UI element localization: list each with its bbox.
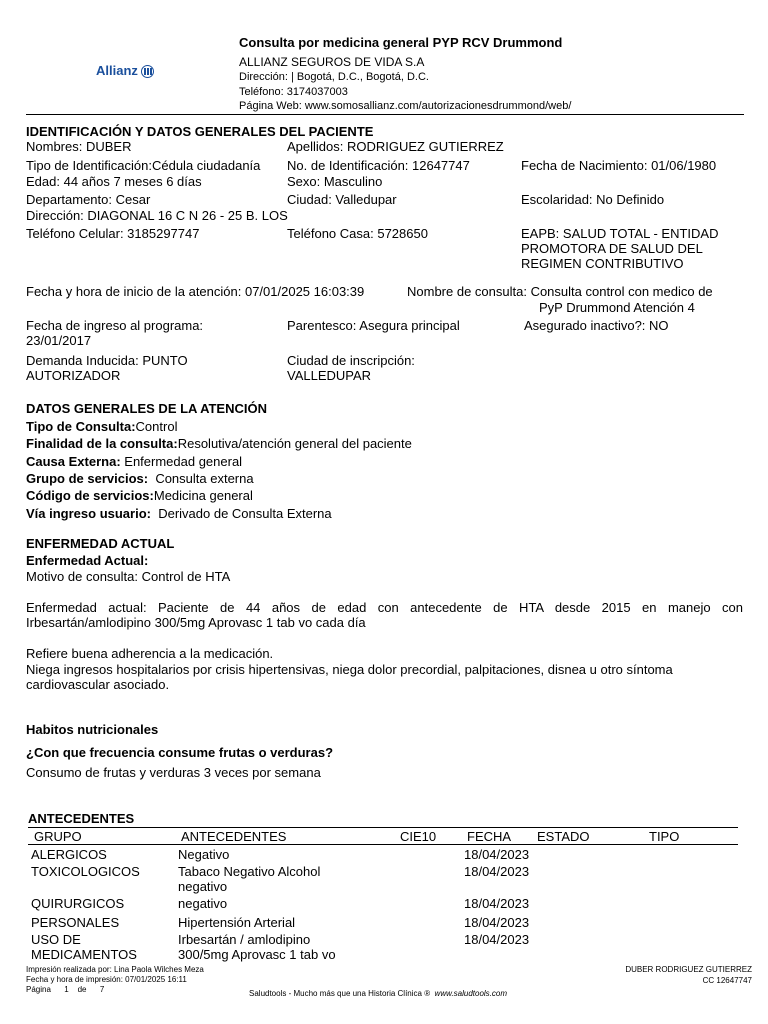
table-cell-date: 18/04/2023 [464, 847, 530, 862]
attention-start: Fecha y hora de inicio de la atención: 07/01/2025 16:03:39 [26, 284, 365, 299]
general-section-title: DATOS GENERALES DE LA ATENCIÓN [26, 401, 267, 416]
table-cell-antecedent: Irbesartán / amlodipino 300/5mg Aprovasc 1 tab vo [178, 932, 336, 962]
table-cell-date: 18/04/2023 [464, 864, 530, 879]
table-cell-group: PERSONALES [31, 915, 120, 930]
city: Ciudad: Valledupar [287, 192, 397, 207]
general-row: Causa Externa: Enfermedad general [26, 454, 243, 469]
col-header-group: GRUPO [34, 829, 82, 844]
footer-brand: Saludtools - Mucho más que una Historia Clínica ® www.saludtools.com [249, 989, 508, 998]
table-cell-group: QUIRURGICOS [31, 896, 125, 911]
illness-subtitle: Enfermedad Actual: [26, 553, 149, 568]
patient-section-title: IDENTIFICACIÓN Y DATOS GENERALES DEL PACIENTE [26, 124, 374, 139]
table-cell-date: 18/04/2023 [464, 932, 530, 947]
page-number: Página 1 de 7 [26, 985, 105, 994]
habits-question: ¿Con que frecuencia consume frutas o verduras? [26, 745, 334, 760]
table-top-rule [28, 827, 738, 828]
table-cell-antecedent: negativo [178, 896, 228, 911]
table-header-rule [28, 844, 738, 845]
general-row: Vía ingreso usuario: Derivado de Consulta Externa [26, 506, 332, 521]
general-row: Finalidad de la consulta:Resolutiva/atención general del paciente [26, 436, 412, 451]
table-cell-antecedent: Hipertensión Arterial [178, 915, 296, 930]
illness-section-title: ENFERMEDAD ACTUAL [26, 536, 175, 551]
footer-patient-cc: CC 12647747 [702, 976, 752, 985]
home-phone: Teléfono Casa: 5728650 [287, 226, 428, 241]
induced-demand: Demanda Inducida: PUNTO AUTORIZADOR [26, 353, 188, 383]
denial-text: Niega ingresos hospitalarios por crisis hipertensivas, niega dolor precordial, palpitaciones, disnea u otro síntoma cardiovascular asociado. [26, 662, 673, 692]
birth-date: Fecha de Nacimiento: 01/06/1980 [521, 158, 717, 173]
general-row: Tipo de Consulta:Control [26, 419, 178, 434]
logo-text: Allianz [96, 63, 138, 78]
document-title: Consulta por medicina general PYP RCV Drummond [239, 35, 563, 50]
patient-sex: Sexo: Masculino [287, 174, 383, 189]
company-address: Dirección: | Bogotá, D.C., Bogotá, D.C. [239, 71, 429, 83]
company-name: ALLIANZ SEGUROS DE VIDA S.A [239, 55, 425, 69]
consultation-reason: Motivo de consulta: Control de HTA [26, 569, 231, 584]
table-cell-group: TOXICOLOGICOS [31, 864, 140, 879]
consultation-name: Nombre de consulta: Consulta control con medico de [407, 284, 713, 299]
company-phone: Teléfono: 3174037003 [239, 86, 348, 98]
allianz-eagle-icon [141, 65, 154, 78]
habits-answer: Consumo de frutas y verduras 3 veces por semana [26, 765, 321, 780]
department: Departamento: Cesar [26, 192, 151, 207]
table-cell-group: ALERGICOS [31, 847, 107, 862]
inactive-insured: Asegurado inactivo?: NO [524, 318, 669, 333]
antecedents-section-title: ANTECEDENTES [28, 811, 135, 826]
education: Escolaridad: No Definido [521, 192, 665, 207]
relationship: Parentesco: Asegura principal [287, 318, 460, 333]
illness-paragraph: Enfermedad actual: Paciente de 44 años de edad con antecedente de HTA desde 2015 en manejo con Irbesartán/amlodipino 300/5mg Aprovasc 1 tab vo cada día [26, 600, 743, 630]
registration-city: Ciudad de inscripción: VALLEDUPAR [287, 353, 415, 383]
col-header-date: FECHA [467, 829, 512, 844]
table-cell-antecedent: Tabaco Negativo Alcohol negativo [178, 864, 321, 894]
print-datetime: Fecha y hora de impresión: 07/01/2025 16:11 [26, 975, 187, 984]
id-type: Tipo de Identificación:Cédula ciudadanía [26, 158, 261, 173]
table-cell-antecedent: Negativo [178, 847, 230, 862]
consultation-name-cont: PyP Drummond Atención 4 [539, 300, 695, 315]
footer-patient-name: DUBER RODRIGUEZ GUTIERREZ [625, 965, 752, 974]
eapb: EAPB: SALUD TOTAL - ENTIDAD PROMOTORA DE SALUD DEL REGIMEN CONTRIBUTIVO [521, 226, 719, 271]
table-cell-date: 18/04/2023 [464, 915, 530, 930]
col-header-cie10: CIE10 [400, 829, 437, 844]
patient-names: Nombres: DUBER [26, 139, 132, 154]
table-cell-group: USO DE MEDICAMENTOS [31, 932, 137, 962]
header-divider [26, 114, 744, 115]
mobile-phone: Teléfono Celular: 3185297747 [26, 226, 200, 241]
allianz-logo [96, 63, 154, 78]
id-number: No. de Identificación: 12647747 [287, 158, 470, 173]
col-header-status: ESTADO [537, 829, 590, 844]
general-row: Grupo de servicios: Consulta externa [26, 471, 254, 486]
general-row: Código de servicios:Medicina general [26, 488, 253, 503]
patient-surnames: Apellidos: RODRIGUEZ GUTIERREZ [287, 139, 504, 154]
habits-title: Habitos nutricionales [26, 722, 159, 737]
col-header-type: TIPO [649, 829, 680, 844]
adherence-text: Refiere buena adherencia a la medicación. [26, 646, 274, 661]
address: Dirección: DIAGONAL 16 C N 26 - 25 B. LOS [26, 208, 288, 223]
patient-age: Edad: 44 años 7 meses 6 días [26, 174, 202, 189]
printed-by: Impresión realizada por: Lina Paola Wilches Meza [26, 965, 204, 974]
table-cell-date: 18/04/2023 [464, 896, 530, 911]
col-header-antecedents: ANTECEDENTES [181, 829, 287, 844]
program-entry-date: Fecha de ingreso al programa: 23/01/2017 [26, 318, 204, 348]
company-web: Página Web: www.somosallianz.com/autorizacionesdrummond/web/ [239, 100, 572, 112]
